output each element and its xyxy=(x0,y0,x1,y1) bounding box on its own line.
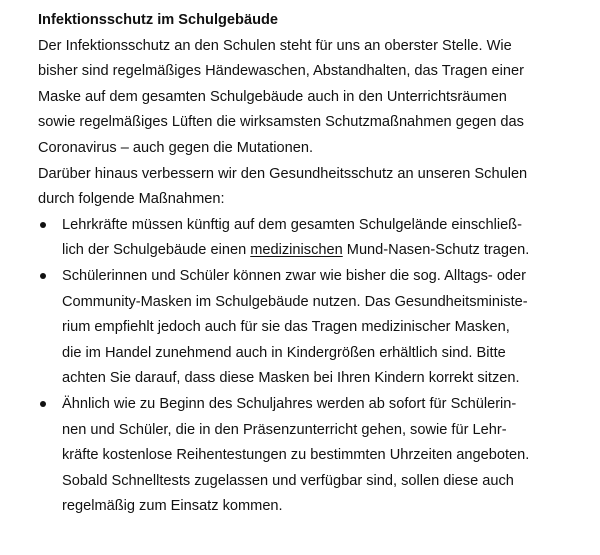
list-item xyxy=(38,392,568,520)
intro-line: sowie regelmäßiges Lüften die wirksamsten Schutzmaßnahmen gegen das xyxy=(38,114,524,131)
list-item-line: Ähnlich wie zu Beginn des Schuljahres werden ab sofort für Schülerin- xyxy=(62,395,517,412)
lead-line: Darüber hinaus verbessern wir den Gesundheitsschutz an unseren Schulen xyxy=(38,165,528,182)
document-page xyxy=(38,8,568,520)
list-item-line: rium empfiehlt jedoch auch für sie das Tragen medizinischer Masken, xyxy=(62,319,510,336)
list-item xyxy=(38,264,568,392)
lead-line: durch folgende Maßnahmen: xyxy=(38,191,225,208)
list-item-line: Lehrkräfte müssen künftig auf dem gesamten Schulgelände einschließ- xyxy=(62,216,522,233)
measures-list xyxy=(38,213,568,520)
document-heading: Infektionsschutz im Schulgebäude xyxy=(38,12,279,28)
intro-line: bisher sind regelmäßiges Händewaschen, Abstandhalten, das Tragen einer xyxy=(38,63,524,80)
underlined-word: medizinischen xyxy=(250,242,343,259)
list-item-line: regelmäßig zum Einsatz kommen. xyxy=(62,498,283,515)
text-segment: lich der Schulgebäude einen xyxy=(62,242,251,259)
bullet-icon xyxy=(40,401,46,407)
list-item-line xyxy=(62,238,568,264)
list-item-line: Schülerinnen und Schüler können zwar wie bisher die sog. Alltags- oder xyxy=(62,267,527,284)
list-item-line: kräfte kostenlose Reihentestungen zu bestimmten Uhrzeiten angeboten. xyxy=(62,447,530,464)
intro-line: Der Infektionsschutz an den Schulen steht für uns an oberster Stelle. Wie xyxy=(38,37,512,54)
list-item xyxy=(38,213,568,264)
bullet-icon xyxy=(40,273,46,279)
list-item-line: achten Sie darauf, dass diese Masken bei Ihren Kindern korrekt sitzen. xyxy=(62,370,520,387)
list-item-line: nen und Schüler, die in den Präsenzunterricht gehen, sowie für Lehr- xyxy=(62,421,507,438)
lead-paragraph xyxy=(38,162,568,213)
list-item-line: Sobald Schnelltests zugelassen und verfügbar sind, sollen diese auch xyxy=(62,472,514,489)
bullet-icon xyxy=(40,222,46,228)
intro-paragraph xyxy=(38,34,568,162)
list-item-line: Community-Masken im Schulgebäude nutzen. Das Gesundheitsministe- xyxy=(62,293,528,310)
intro-line: Maske auf dem gesamten Schulgebäude auch in den Unterrichtsräumen xyxy=(38,88,507,105)
intro-line: Coronavirus – auch gegen die Mutationen. xyxy=(38,139,314,156)
list-item-line: die im Handel zunehmend auch in Kindergrößen erhältlich sind. Bitte xyxy=(62,344,506,361)
text-segment: Mund-Nasen-Schutz tragen. xyxy=(342,242,530,259)
